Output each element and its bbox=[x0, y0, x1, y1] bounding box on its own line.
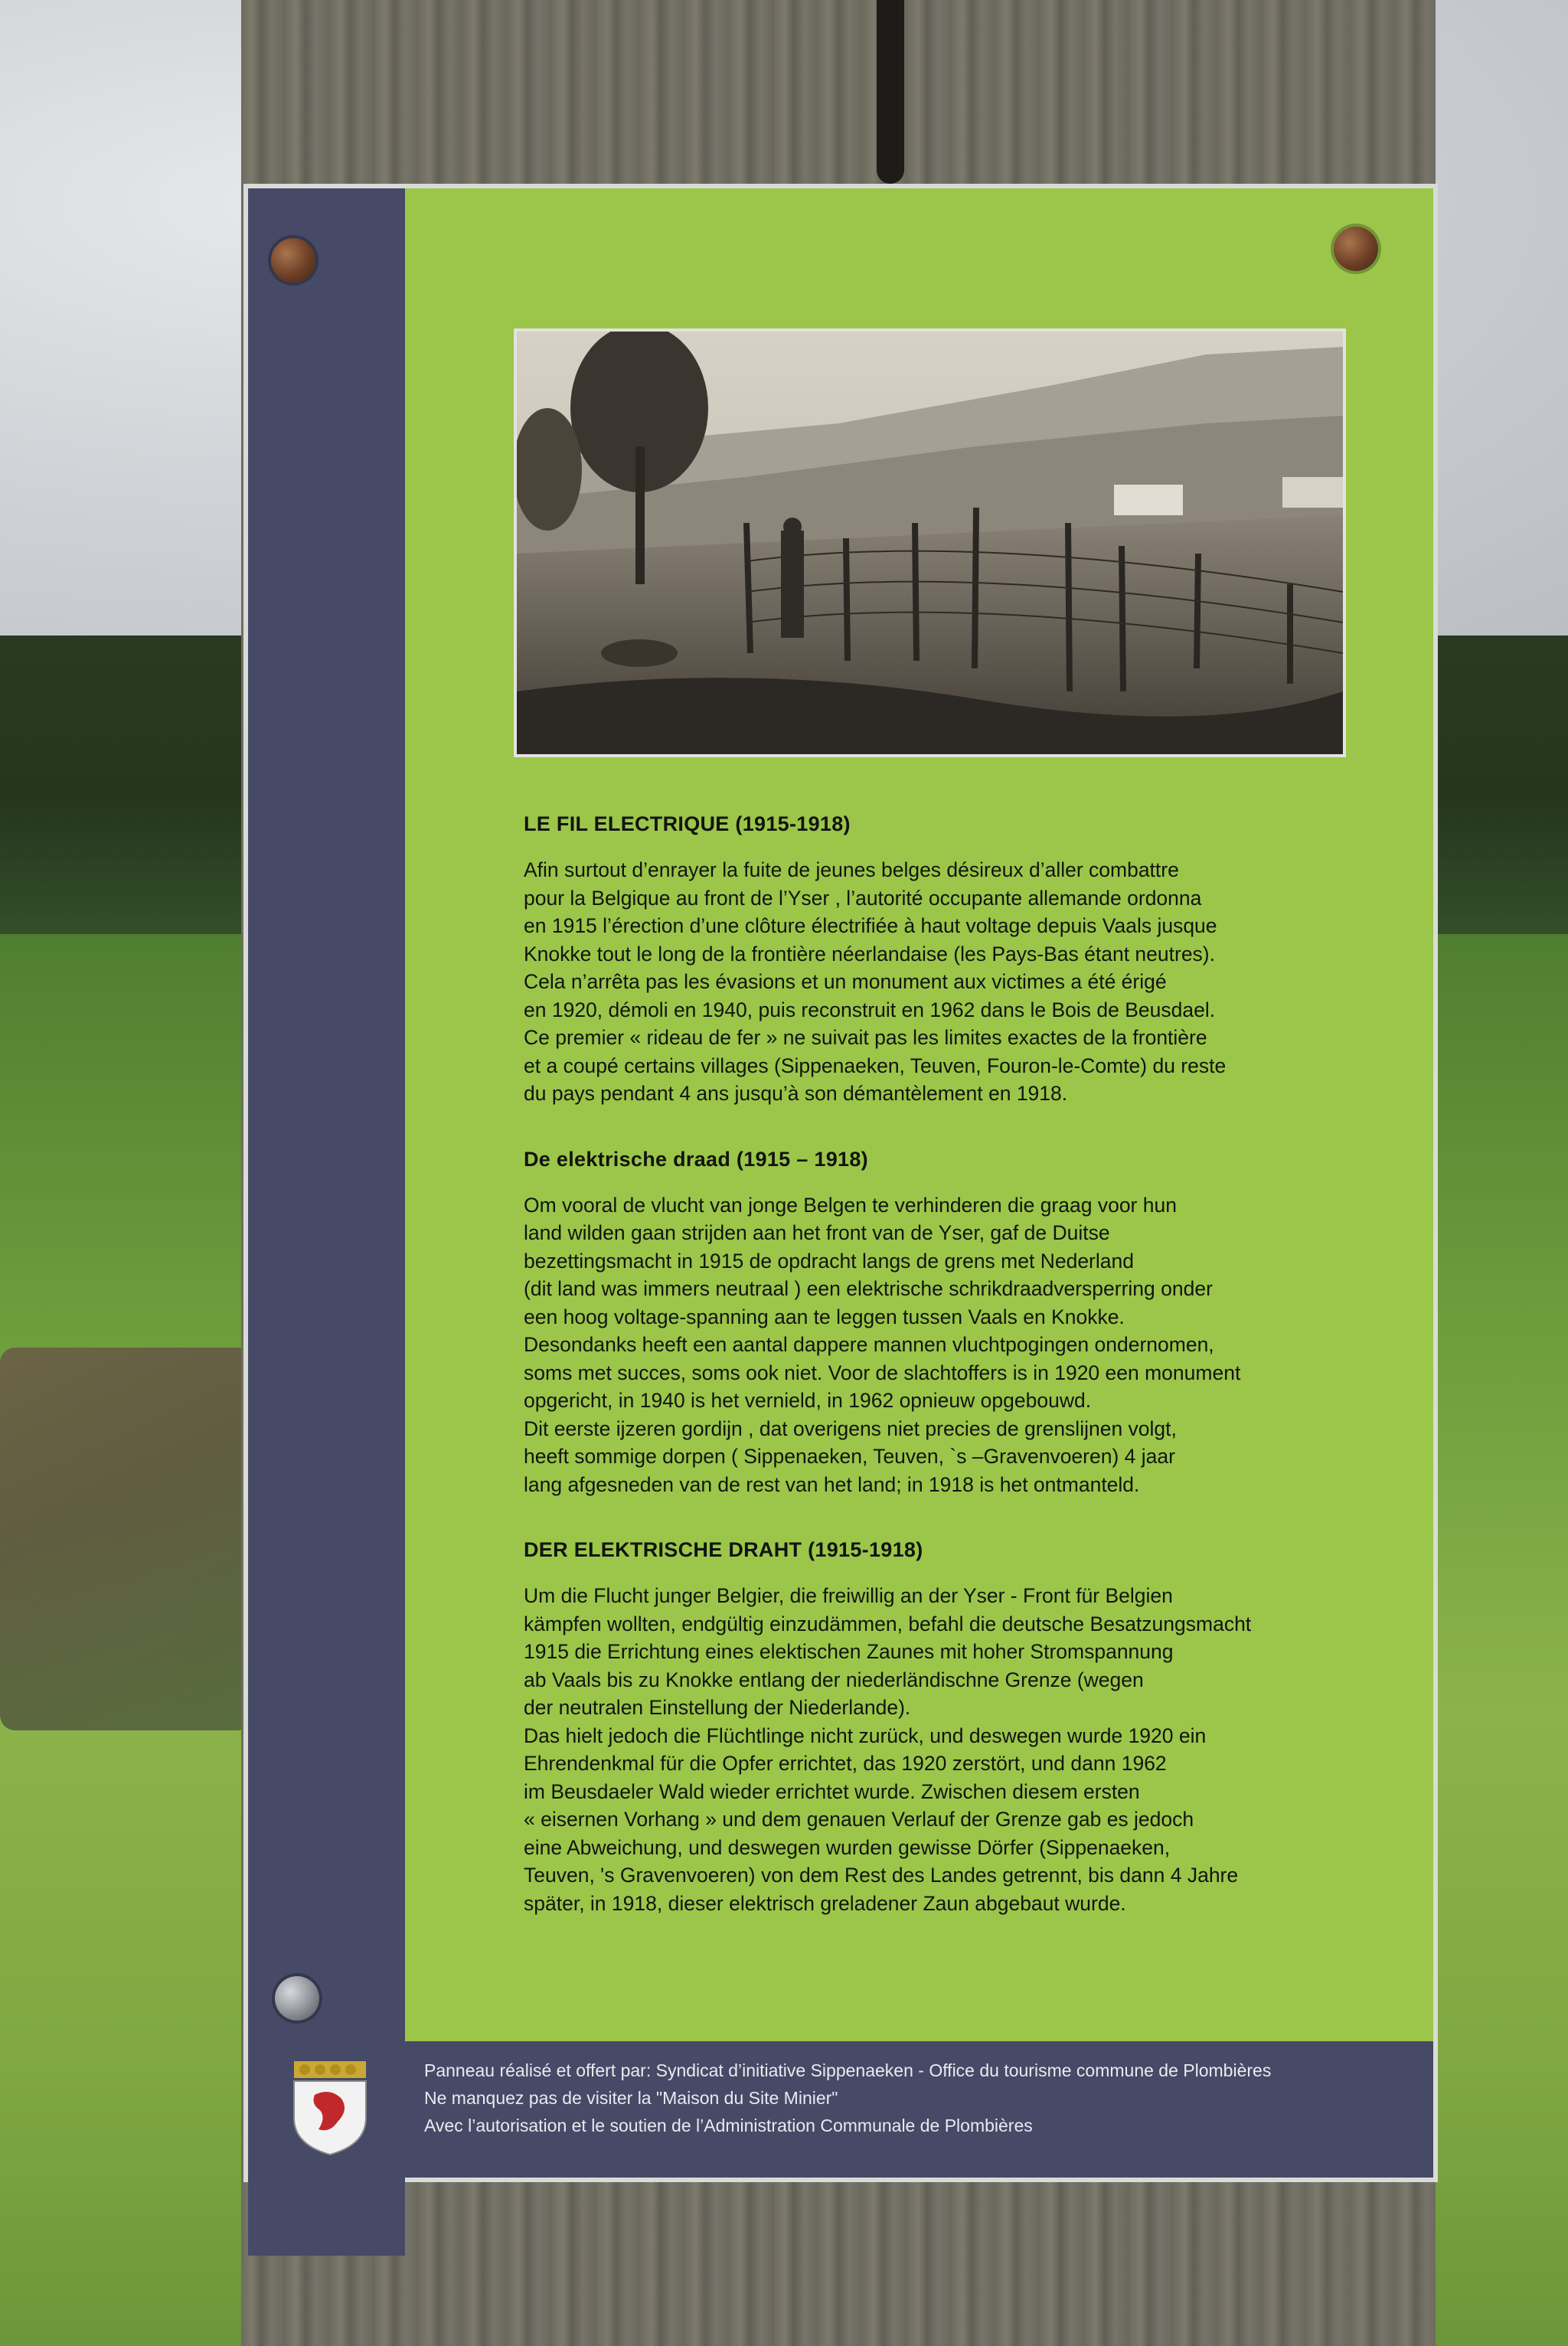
text-line: opgericht, in 1940 is het vernield, in 1962 opnieuw opgebouwd. bbox=[524, 1389, 1092, 1412]
text-line: Teuven, 's Gravenvoeren) von dem Rest des Landes getrennt, bis dann 4 Jahre bbox=[524, 1864, 1239, 1887]
info-panel bbox=[243, 184, 1438, 2182]
text-line: « eisernen Vorhang » und dem genauen Verlauf der Grenze gab es jedoch bbox=[524, 1808, 1194, 1831]
text-line: Afin surtout d’enrayer la fuite de jeunes belges désireux d’aller combattre bbox=[524, 858, 1179, 881]
text-line: et a coupé certains villages (Sippenaeken, Teuven, Fouron-le-Comte) du reste bbox=[524, 1054, 1227, 1077]
screw-icon bbox=[271, 238, 315, 283]
text-line: en 1920, démoli en 1940, puis reconstruit en 1962 dans le Bois de Beusdael. bbox=[524, 998, 1216, 1021]
footer-text bbox=[424, 2057, 1271, 2139]
section-french bbox=[524, 812, 1404, 1108]
footer-line: Avec l’autorisation et le soutien de l’Administration Communale de Plombières bbox=[424, 2116, 1033, 2135]
text-line: Um die Flucht junger Belgier, die freiwillig an der Yser - Front für Belgien bbox=[524, 1584, 1173, 1607]
screw-icon bbox=[1334, 227, 1378, 271]
section-german bbox=[524, 1538, 1404, 1917]
text-line: soms met succes, soms ook niet. Voor de slachtoffers is in 1920 een monument bbox=[524, 1361, 1241, 1384]
text-line: Ce premier « rideau de fer » ne suivait pas les limites exactes de la frontière bbox=[524, 1026, 1207, 1049]
section-body bbox=[524, 1191, 1404, 1499]
section-body bbox=[524, 1582, 1404, 1917]
panel-sidebar bbox=[248, 188, 405, 2256]
section-dutch bbox=[524, 1148, 1404, 1499]
section-body bbox=[524, 856, 1404, 1108]
text-line: land wilden gaan strijden aan het front van de Yser, gaf de Duitse bbox=[524, 1221, 1110, 1244]
text-line: Knokke tout le long de la frontière néerlandaise (les Pays-Bas étant neutres). bbox=[524, 942, 1215, 966]
text-line: een hoog voltage-spanning aan te leggen tussen Vaals en Knokke. bbox=[524, 1305, 1125, 1328]
text-line: eine Abweichung, und deswegen wurden gewisse Dörfer (Sippenaeken, bbox=[524, 1835, 1171, 1859]
text-line: bezettingsmacht in 1915 de opdracht langs de grens met Nederland bbox=[524, 1249, 1134, 1273]
section-title: LE FIL ELECTRIQUE (1915-1918) bbox=[524, 812, 851, 835]
text-line: der neutralen Einstellung der Niederlande). bbox=[524, 1696, 911, 1719]
panel-footer bbox=[248, 2041, 1433, 2178]
panel-text-content bbox=[524, 812, 1404, 1957]
text-line: lang afgesneden van de rest van het land; in 1918 is het ontmanteld. bbox=[524, 1472, 1140, 1496]
text-line: ab Vaals bis zu Knokke entlang der niederländischne Grenze (wegen bbox=[524, 1668, 1144, 1691]
section-title: DER ELEKTRISCHE DRAHT (1915-1918) bbox=[524, 1538, 923, 1561]
text-line: Dit eerste ijzeren gordijn , dat overigens niet precies de grenslijnen volgt, bbox=[524, 1416, 1177, 1440]
text-line: Das hielt jedoch die Flüchtlinge nicht zurück, und deswegen wurde 1920 ein bbox=[524, 1724, 1207, 1747]
text-line: Cela n’arrêta pas les évasions et un monument aux victimes a été érigé bbox=[524, 970, 1167, 993]
text-line: kämpfen wollten, endgültig einzudämmen, befahl die deutsche Besatzungsmacht bbox=[524, 1612, 1252, 1635]
historic-photo bbox=[514, 328, 1346, 757]
section-title: De elektrische draad (1915 – 1918) bbox=[524, 1147, 868, 1171]
text-line: (dit land was immers neutraal ) een elektrische schrikdraadversperring onder bbox=[524, 1277, 1213, 1300]
text-line: heeft sommige dorpen ( Sippenaeken, Teuven, `s –Gravenvoeren) 4 jaar bbox=[524, 1445, 1175, 1468]
footer-line: Ne manquez pas de visiter la "Maison du Site Minier" bbox=[424, 2088, 838, 2108]
village-background bbox=[0, 1348, 253, 1730]
footer-line: Panneau réalisé et offert par: Syndicat d’initiative Sippenaeken - Office du tourisme commune de Plombières bbox=[424, 2060, 1272, 2080]
fence-photo-illustration bbox=[517, 332, 1343, 754]
text-line: du pays pendant 4 ans jusqu’à son démantèlement en 1918. bbox=[524, 1082, 1068, 1105]
text-line: Ehrendenkmal für die Opfer errichtet, das 1920 zerstört, und dann 1962 bbox=[524, 1752, 1167, 1775]
text-line: en 1915 l’érection d’une clôture électrifiée à haut voltage depuis Vaals jusque bbox=[524, 914, 1217, 937]
post-crack bbox=[877, 0, 904, 184]
text-line: pour la Belgique au front de l’Yser , l’autorité occupante allemande ordonna bbox=[524, 886, 1202, 910]
text-line: Desondanks heeft een aantal dappere mannen vluchtpogingen ondernomen, bbox=[524, 1333, 1214, 1356]
text-line: 1915 die Errichtung eines elektischen Zaunes mit hoher Stromspannung bbox=[524, 1640, 1174, 1663]
text-line: im Beusdaeler Wald wieder errichtet wurde. Zwischen diesem ersten bbox=[524, 1779, 1140, 1803]
text-line: später, in 1918, dieser elektrisch greladener Zaun abgebaut wurde. bbox=[524, 1891, 1126, 1915]
screw-icon bbox=[275, 1976, 319, 2021]
municipal-crest-icon bbox=[288, 2057, 372, 2156]
text-line: Om vooral de vlucht van jonge Belgen te verhinderen die graag voor hun bbox=[524, 1193, 1177, 1217]
